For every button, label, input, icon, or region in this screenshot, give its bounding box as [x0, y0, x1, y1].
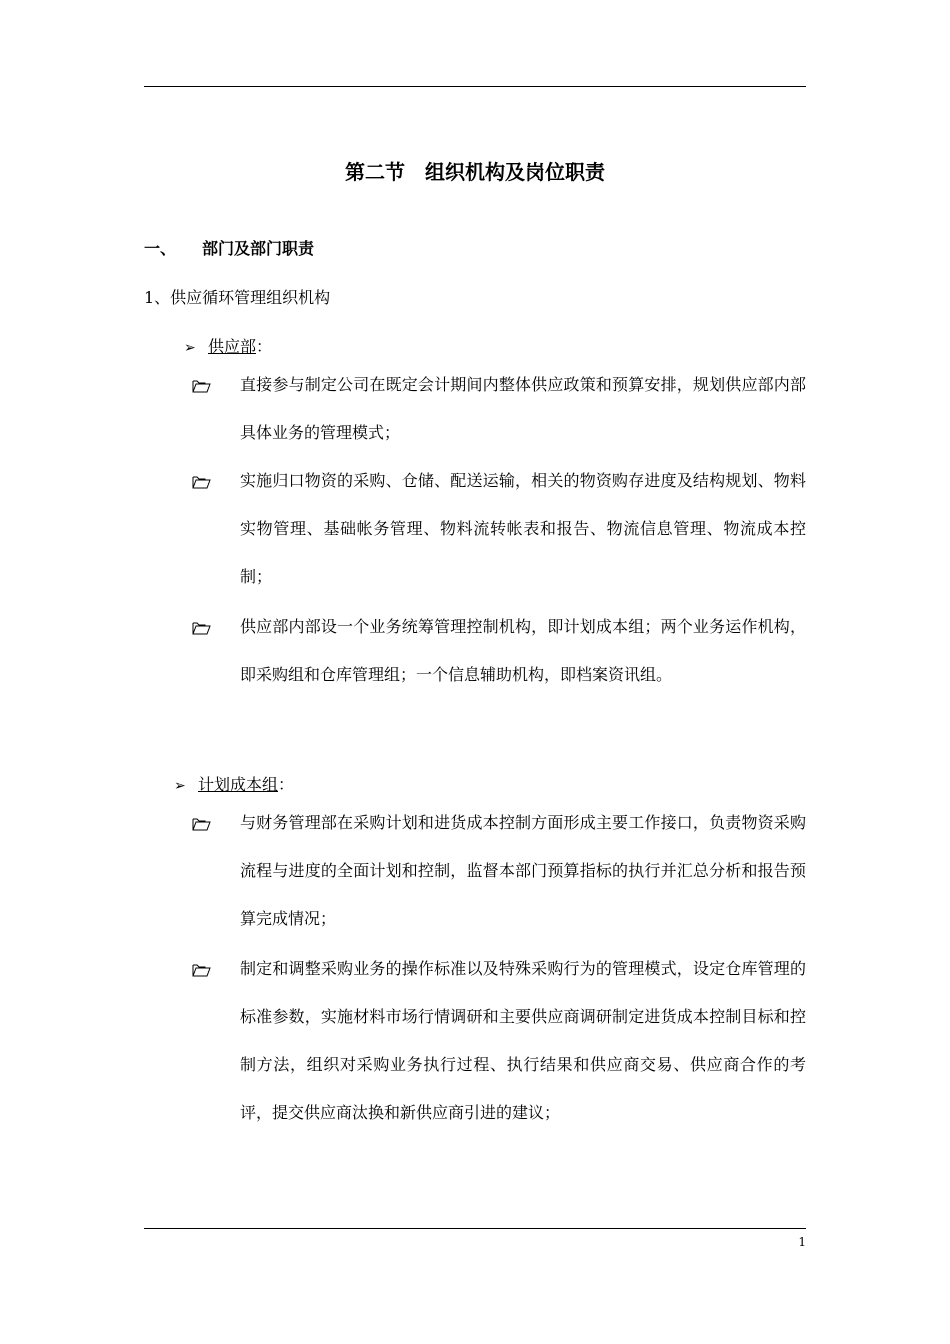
arrow-bullet-icon: ➢	[184, 340, 196, 356]
list-item	[190, 956, 806, 1137]
department-name: 计划成本组	[198, 775, 279, 794]
department-heading-planning-cost	[174, 772, 294, 799]
department-heading-supply	[184, 334, 272, 361]
list-item-text: 供应部内部设一个业务统筹管理控制机构，即计划成本组；两个业务运作机构，即采购组和仓库管理组；一个信息辅助机构，即档案资讯组。	[240, 617, 806, 684]
department-suffix: ：	[256, 337, 273, 356]
folder-icon	[190, 956, 212, 982]
footer-rule	[144, 1228, 806, 1229]
folder-icon	[190, 372, 212, 398]
list-item-text: 制定和调整采购业务的操作标准以及特殊采购行为的管理模式，设定仓库管理的标准参数，实施材料市场行情调研和主要供应商调研制定进货成本控制目标和控制方法，组织对采购业务执行过程、执行结果和供应商交易、供应商合作的考评，提交供应商汰换和新供应商引进的建议；	[240, 959, 806, 1122]
section-heading	[144, 236, 314, 262]
subsection-heading: 1、供应循环管理组织机构	[144, 288, 331, 307]
list-item	[190, 468, 806, 601]
list-item-text: 直接参与制定公司在既定会计期间内整体供应政策和预算安排，规划供应部内部具体业务的管理模式；	[240, 375, 806, 442]
folder-icon	[190, 614, 212, 640]
department-suffix: ：	[278, 775, 295, 794]
page-title: 第二节 组织机构及岗位职责	[345, 160, 605, 184]
section-number: 一、	[144, 239, 177, 258]
list-item	[190, 810, 806, 943]
list-item	[190, 614, 806, 699]
page-number: 1	[798, 1235, 806, 1249]
department-name: 供应部	[208, 337, 257, 356]
arrow-bullet-icon: ➢	[174, 778, 186, 794]
header-rule	[144, 86, 806, 87]
list-item	[190, 372, 806, 457]
section-label: 部门及部门职责	[202, 239, 315, 258]
folder-icon	[190, 468, 212, 494]
folder-icon	[190, 810, 212, 836]
list-item-text: 实施归口物资的采购、仓储、配送运输，相关的物资购存进度及结构规划、物料实物管理、基础帐务管理、物料流转帐表和报告、物流信息管理、物流成本控制；	[240, 471, 806, 586]
list-item-text: 与财务管理部在采购计划和进货成本控制方面形成主要工作接口，负责物资采购流程与进度的全面计划和控制，监督本部门预算指标的执行并汇总分析和报告预算完成情况；	[240, 813, 806, 928]
